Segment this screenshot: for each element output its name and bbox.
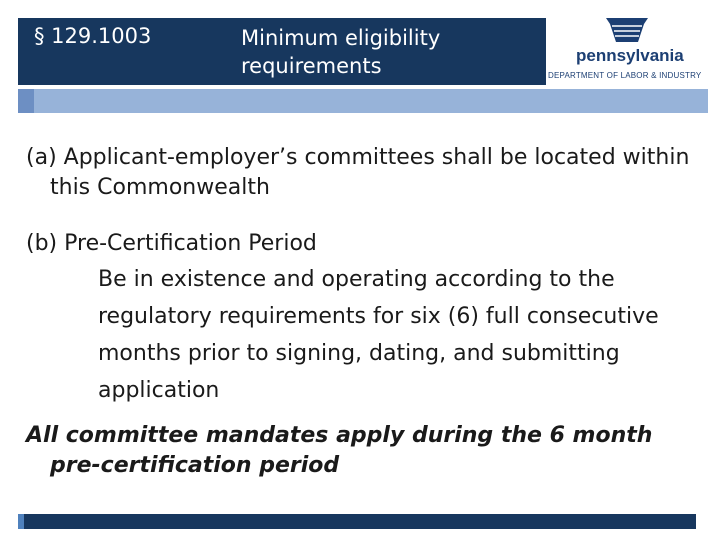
slide-body (26, 143, 696, 481)
footer-bar (18, 514, 696, 529)
section-number: § 129.1003 (34, 24, 152, 48)
item-a: (a) Applicant-employer’s committees shall be located within this Commonwealth (26, 145, 690, 200)
item-b-heading: (b) Pre-Certification Period (26, 231, 317, 256)
accent-bar (18, 89, 708, 113)
accent-square (18, 89, 34, 113)
logo-wordmark: pennsylvania (576, 46, 684, 65)
item-b (26, 229, 696, 409)
pennsylvania-logo (546, 16, 708, 88)
slide-title: Minimum eligibility requirements (241, 26, 441, 78)
emphasis-note: All committee mandates apply during the 6 month pre-certification period (26, 423, 653, 478)
item-b-detail: Be in existence and operating according to the regulatory requirements for six (6) full consecutive months prior to signing, dating, and submitting application (98, 267, 659, 403)
footer-square (18, 514, 24, 529)
logo-department: DEPARTMENT OF LABOR & INDUSTRY (548, 71, 702, 80)
